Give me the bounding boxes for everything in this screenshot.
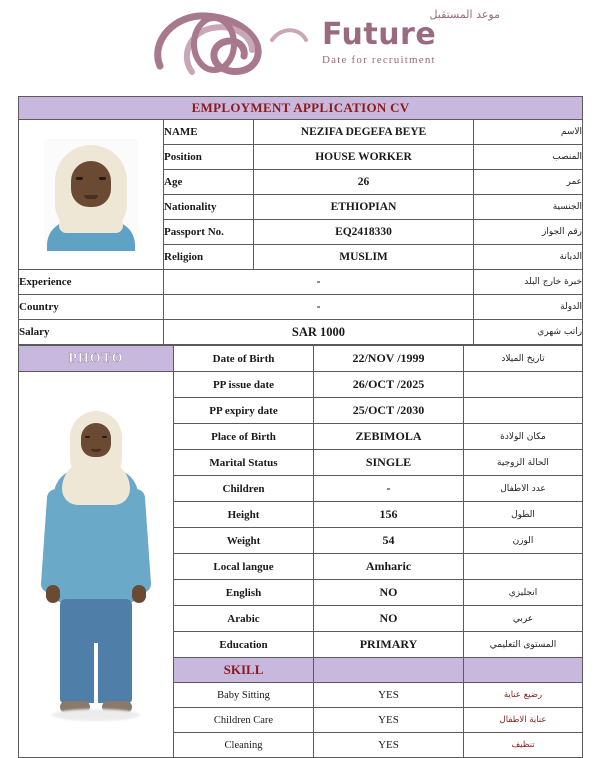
field-label-dob: Date of Birth xyxy=(174,346,314,372)
field-arabic-religion: الديانة xyxy=(474,245,583,270)
skill-label-children-care: Children Care xyxy=(174,708,314,733)
field-arabic-education: المستوى التعليمي xyxy=(464,632,583,658)
skill-value-cleaning: YES xyxy=(314,733,464,758)
field-value-education: PRIMARY xyxy=(314,632,464,658)
document-title-row xyxy=(19,97,583,120)
headshot-photo xyxy=(19,120,164,270)
field-label-position: Position xyxy=(164,145,254,170)
field-arabic-pp-issue xyxy=(464,372,583,398)
field-label-nationality: Nationality xyxy=(164,195,254,220)
field-label-arabic: Arabic xyxy=(174,606,314,632)
cv-sheet xyxy=(18,96,582,758)
photo-header-row xyxy=(19,346,583,372)
field-label-passport: Passport No. xyxy=(164,220,254,245)
field-label-marital-status: Marital Status xyxy=(174,450,314,476)
field-value-experience: - xyxy=(164,270,474,295)
field-value-pp-issue: 26/OCT /2025 xyxy=(314,372,464,398)
field-label-education: Education xyxy=(174,632,314,658)
field-label-local-langue: Local langue xyxy=(174,554,314,580)
field-value-marital-status: SINGLE xyxy=(314,450,464,476)
field-label-salary: Salary xyxy=(19,320,164,345)
applicant-headshot-image xyxy=(44,139,138,251)
field-value-position: HOUSE WORKER xyxy=(254,145,474,170)
field-value-religion: MUSLIM xyxy=(254,245,474,270)
field-arabic-age: عمر xyxy=(474,170,583,195)
field-value-dob: 22/NOV /1999 xyxy=(314,346,464,372)
skill-value-children-care: YES xyxy=(314,708,464,733)
field-arabic-height: الطول xyxy=(464,502,583,528)
skill-arabic-cleaning: تنظيف xyxy=(464,733,583,758)
field-arabic-dob: تاريخ الميلاد xyxy=(464,346,583,372)
cv-top-table xyxy=(18,96,583,345)
field-value-english: NO xyxy=(314,580,464,606)
page-title: EMPLOYMENT APPLICATION CV xyxy=(19,97,583,120)
company-logo xyxy=(140,6,500,86)
field-arabic-arabic: عربي xyxy=(464,606,583,632)
field-value-name: NEZIFA DEGEFA BEYE xyxy=(254,120,474,145)
field-arabic-nationality: الجنسية xyxy=(474,195,583,220)
field-value-pp-expiry: 25/OCT /2030 xyxy=(314,398,464,424)
cv-details-table xyxy=(18,345,583,758)
field-arabic-weight: الوزن xyxy=(464,528,583,554)
field-label-age: Age xyxy=(164,170,254,195)
skill-label-baby-sitting: Baby Sitting xyxy=(174,683,314,708)
field-arabic-marital-status: الحالة الزوجية xyxy=(464,450,583,476)
logo-arabic-text: موعد المستقبل xyxy=(429,8,500,21)
field-label-pp-issue: PP issue date xyxy=(174,372,314,398)
field-value-country: - xyxy=(164,295,474,320)
field-arabic-country: الدولة xyxy=(474,295,583,320)
field-label-children: Children xyxy=(174,476,314,502)
skill-header-spacer-1 xyxy=(314,658,464,683)
skill-header-spacer-2 xyxy=(464,658,583,683)
logo-text-block xyxy=(322,17,502,66)
field-value-arabic: NO xyxy=(314,606,464,632)
field-value-age: 26 xyxy=(254,170,474,195)
field-arabic-experience: خبرة خارج البلد xyxy=(474,270,583,295)
field-value-nationality: ETHIOPIAN xyxy=(254,195,474,220)
table-row xyxy=(19,320,583,345)
field-arabic-pp-expiry xyxy=(464,398,583,424)
skill-label-cleaning: Cleaning xyxy=(174,733,314,758)
field-value-salary: SAR 1000 xyxy=(164,320,474,345)
field-label-experience: Experience xyxy=(19,270,164,295)
field-value-weight: 54 xyxy=(314,528,464,554)
future-logo-mark xyxy=(140,6,320,82)
field-value-passport: EQ2418330 xyxy=(254,220,474,245)
logo-title: Future xyxy=(322,17,437,52)
field-arabic-place-of-birth: مكان الولادة xyxy=(464,424,583,450)
field-label-pp-expiry: PP expiry date xyxy=(174,398,314,424)
photo-section-header: PHOTO xyxy=(19,346,174,372)
skill-value-baby-sitting: YES xyxy=(314,683,464,708)
table-row xyxy=(19,372,583,398)
field-label-english: English xyxy=(174,580,314,606)
field-label-religion: Religion xyxy=(164,245,254,270)
skill-arabic-children-care: عناية الاطفال xyxy=(464,708,583,733)
logo-subtitle: Date for recruitment xyxy=(322,54,436,66)
field-arabic-local-langue xyxy=(464,554,583,580)
table-row xyxy=(19,295,583,320)
field-arabic-passport: رقم الجواز xyxy=(474,220,583,245)
field-value-place-of-birth: ZEBIMOLA xyxy=(314,424,464,450)
field-arabic-position: المنصب xyxy=(474,145,583,170)
skill-section-title: SKILL xyxy=(174,658,314,683)
full-body-photo xyxy=(19,372,174,758)
field-label-name: NAME xyxy=(164,120,254,145)
table-row xyxy=(19,120,583,145)
skill-arabic-baby-sitting: رضيع عناية xyxy=(464,683,583,708)
field-arabic-name: الاسم xyxy=(474,120,583,145)
field-arabic-salary: راتب شهري xyxy=(474,320,583,345)
applicant-fullbody-image xyxy=(21,403,171,733)
field-value-local-langue: Amharic xyxy=(314,554,464,580)
field-label-height: Height xyxy=(174,502,314,528)
field-label-place-of-birth: Place of Birth xyxy=(174,424,314,450)
field-value-height: 156 xyxy=(314,502,464,528)
document-header xyxy=(0,0,600,92)
field-arabic-children: عدد الاطفال xyxy=(464,476,583,502)
field-arabic-english: انجليزي xyxy=(464,580,583,606)
field-label-country: Country xyxy=(19,295,164,320)
field-label-weight: Weight xyxy=(174,528,314,554)
field-value-children: - xyxy=(314,476,464,502)
table-row xyxy=(19,270,583,295)
